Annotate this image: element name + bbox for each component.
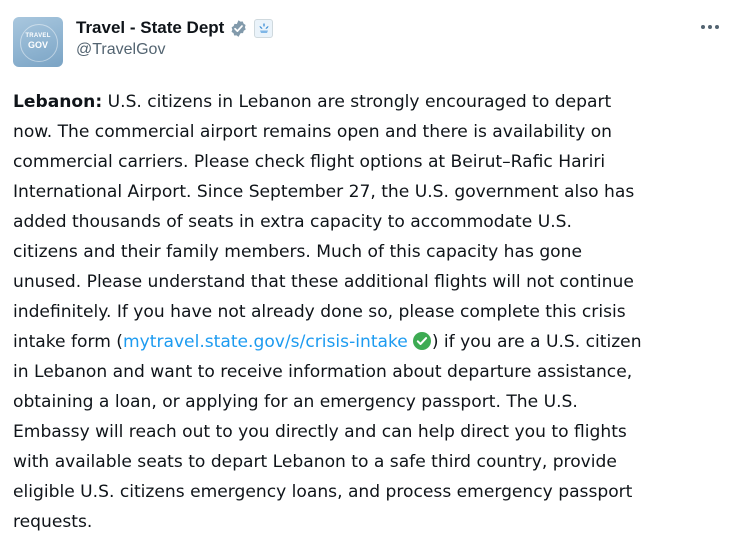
tweet-text [13, 87, 741, 537]
tweet-header [76, 16, 273, 59]
tweet-line: Embassy will reach out to you directly and can help direct you to flights [13, 422, 627, 442]
tweet-line: commercial carriers. Please check flight options at Beirut–Rafic Hariri [13, 152, 606, 172]
tweet-line: International Airport. Since September 27, the U.S. government also has [13, 182, 635, 202]
user-handle[interactable]: @TravelGov [76, 41, 166, 58]
tweet-line: with available seats to depart Lebanon to a safe third country, provide [13, 452, 617, 472]
avatar-text-bottom: GOV [27, 40, 48, 50]
tweet-line: unused. Please understand that these additional flights will not continue [13, 272, 634, 292]
more-dot [708, 25, 712, 29]
location-label: Lebanon: [13, 92, 103, 112]
tweet-line [13, 87, 741, 117]
more-dot [701, 25, 705, 29]
tweet-line: in Lebanon and want to receive information about departure assistance, [13, 362, 633, 382]
verified-badge-icon[interactable] [229, 19, 248, 38]
tweet-line: indefinitely. If you have not already done so, please complete this crisis [13, 302, 626, 322]
line-text-pre: intake form ( [13, 332, 123, 352]
display-name[interactable]: Travel - State Dept [76, 18, 225, 37]
tweet-line: eligible U.S. citizens emergency loans, and process emergency passport [13, 482, 633, 502]
line-text-post: ) if you are a U.S. citizen [431, 332, 642, 352]
tweet-line: requests. [13, 512, 93, 532]
line-text: U.S. citizens in Lebanon are strongly encouraged to depart [102, 92, 612, 112]
tweet-line: added thousands of seats in extra capacity to accommodate U.S. [13, 212, 572, 232]
crisis-intake-link[interactable]: mytravel.state.gov/s/crisis-intake [122, 332, 408, 352]
more-options-icon[interactable] [696, 17, 724, 37]
green-check-icon [412, 331, 432, 351]
avatar-text-top: TRAVEL [25, 33, 51, 39]
tweet-line: now. The commercial airport remains open and there is availability on [13, 122, 612, 142]
government-seal-icon[interactable] [254, 19, 273, 38]
more-dot [715, 25, 719, 29]
tweet-line [13, 327, 741, 357]
tweet-line: citizens and their family members. Much of this capacity has gone [13, 242, 582, 262]
tweet-line: obtaining a loan, or applying for an emergency passport. The U.S. [13, 392, 578, 412]
name-row [76, 16, 273, 40]
avatar[interactable] [13, 17, 63, 67]
